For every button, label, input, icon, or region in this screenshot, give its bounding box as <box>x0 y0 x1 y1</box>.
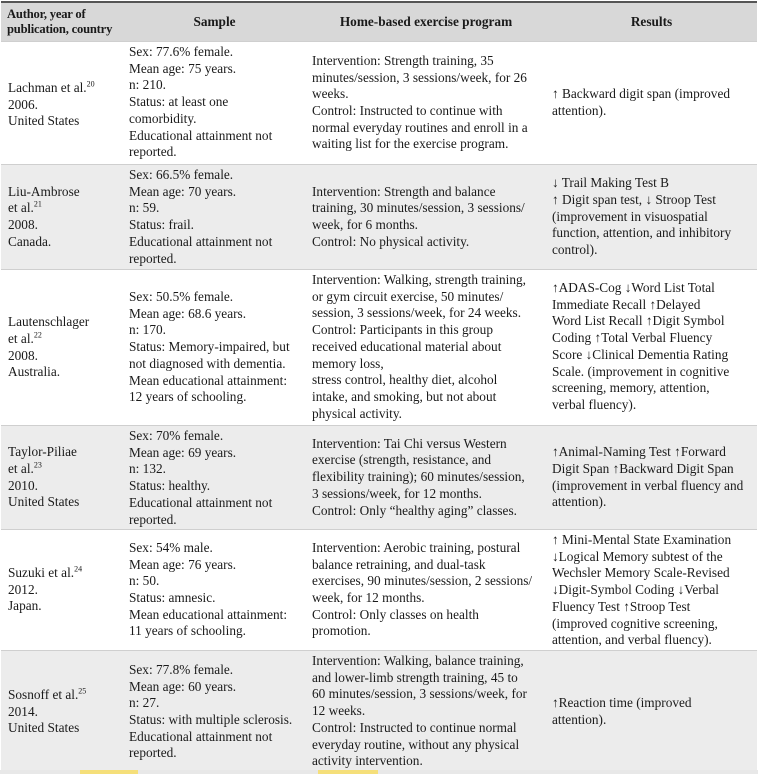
program-cell: Intervention: Aerobic training, postural balance retraining, and dual-task exercises, 90 minutes/session, 2 sessions/ week, for 12 months. Control: Only classes on health promotion. <box>312 539 533 639</box>
author-cell: Taylor-Piliae et al.$^{23}$ 2010. United States <box>8 444 80 510</box>
results-cell: ↑ Backward digit span (improved attention). <box>552 86 730 118</box>
table-row <box>1 164 757 269</box>
table-row <box>1 269 757 425</box>
results-cell: ↑Animal-Naming Test ↑Forward Digit Span ↑Backward Digit Span (improvement in verbal fluency and attention). <box>552 444 744 510</box>
sample-cell: Sex: 54% male. Mean age: 76 years. n: 50. Status: amnesic. Mean educational attainment: 11 years of schooling. <box>129 539 288 639</box>
highlight-mark <box>80 770 138 774</box>
table-row <box>1 650 757 773</box>
header-results: Results <box>630 13 673 29</box>
author-cell: Liu-Ambrose et al.$^{21}$ 2008. Canada. <box>8 183 80 249</box>
sample-cell: Sex: 77.8% female. Mean age: 60 years. n: 27. Status: with multiple sclerosis. Educational attainment not reported. <box>129 661 293 761</box>
exercise-studies-table <box>1 1 757 773</box>
table-header-row <box>1 1 757 41</box>
author-cell: Lautenschlager et al.$^{22}$ 2008. Australia. <box>8 314 90 380</box>
author-cell: Sosnoff et al.$^{25}$ 2014. United States <box>8 686 87 736</box>
author-cell: Suzuki et al.$^{24}$ 2012. Japan. <box>8 564 83 614</box>
sample-cell: Sex: 77.6% female. Mean age: 75 years. n: 210. Status: at least one comorbidity. Educational attainment not reported. <box>129 44 273 160</box>
program-cell: Intervention: Tai Chi versus Western exercise (strength, resistance, and flexibility training); 60 minutes/session, 3 sessions/week, for 12 months. Control: Only “healthy aging” classes. <box>312 435 525 518</box>
results-cell: ↑Reaction time (improved attention). <box>552 695 692 727</box>
header-sample: Sample <box>193 13 236 29</box>
program-cell: Intervention: Strength training, 35 minutes/session, 3 sessions/week, for 26 weeks. Control: Instructed to continue with normal everyday routines and enroll in a waiting list for the exercise program. <box>312 52 528 152</box>
program-cell: Intervention: Walking, balance training, and lower-limb strength training, 45 to 60 minutes/session, 3 sessions/week, for 12 weeks. Control: Instructed to continue normal everyday routine, without any physical activity intervention. <box>312 653 527 769</box>
table-row <box>1 425 757 529</box>
table-row <box>1 41 757 164</box>
program-cell: Intervention: Walking, strength training, or gym circuit exercise, 50 minutes/ session, 3 sessions/week, for 24 weeks. Control: Participants in this group received educational material about memory loss, stress control, healthy diet, alcohol intake, and smoking, but not about physical activity. <box>312 272 526 421</box>
sample-cell: Sex: 66.5% female. Mean age: 70 years. n: 59. Status: frail. Educational attainment not reported. <box>129 167 273 266</box>
sample-cell: Sex: 70% female. Mean age: 69 years. n: 132. Status: healthy. Educational attainment not reported. <box>129 428 273 527</box>
author-cell: Lachman et al.$^{20}$ 2006. United States <box>8 79 95 129</box>
program-cell: Intervention: Strength and balance training, 30 minutes/session, 3 sessions/ week, for 6 months. Control: No physical activity. <box>312 183 525 249</box>
header-author: Author, year of publication, country <box>7 7 113 36</box>
results-cell: ↑ Mini-Mental State Examination ↓Logical Memory subtest of the Wechsler Memory Scale-Revised ↓Digit-Symbol Coding ↓Verbal Fluency Test ↑Stroop Test (improved cognitive screening, attention, and verbal fluency). <box>552 532 732 648</box>
highlight-mark <box>318 770 378 774</box>
header-program: Home-based exercise program <box>339 13 513 29</box>
results-cell: ↓ Trail Making Test B ↑ Digit span test, ↓ Stroop Test (improvement in visuospatial function, attention, and inhibitory control). <box>552 175 732 258</box>
bottom-page-strip <box>0 770 758 774</box>
results-cell: ↑ADAS-Cog ↓Word List Total Immediate Recall ↑Delayed Word List Recall ↑Digit Symbol Coding ↑Total Verbal Fluency Score ↓Clinical Dementia Rating Scale. (improvement in cognitive screening, memory, attention, verbal fluency). <box>552 280 730 412</box>
sample-cell: Sex: 50.5% female. Mean age: 68.6 years. n: 170. Status: Memory-impaired, but not diagnosed with dementia. Mean educational attainment: 12 years of schooling. <box>129 289 290 405</box>
table-row <box>1 529 757 650</box>
